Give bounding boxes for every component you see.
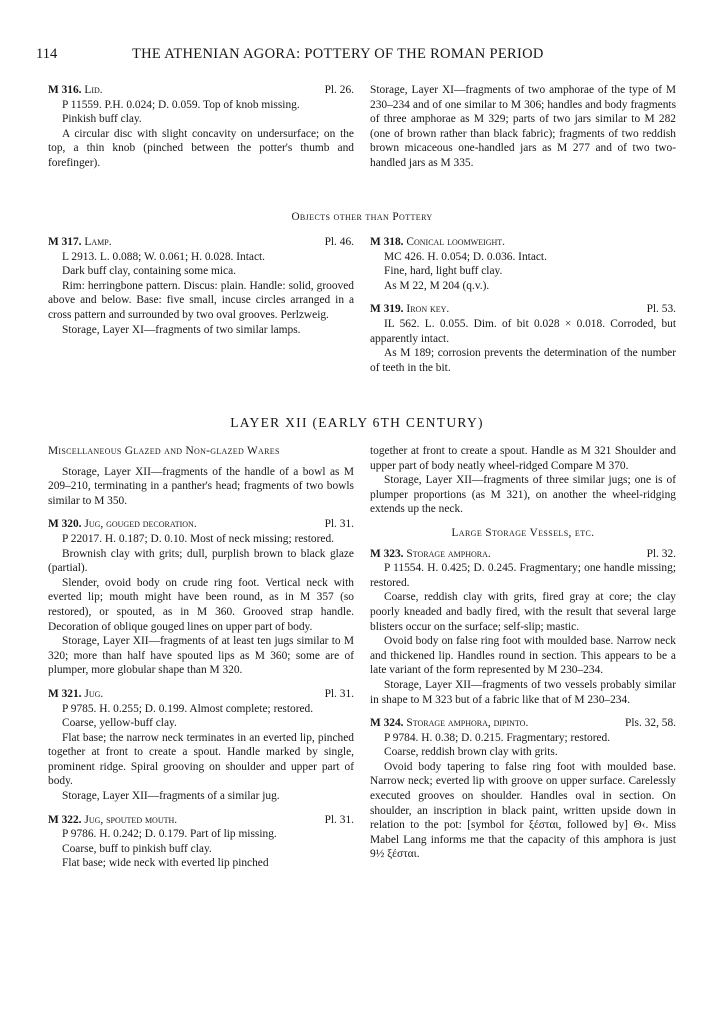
entry-heading-m319: [370, 302, 676, 317]
catalogue-description: L 2913. L. 0.088; W. 0.061; H. 0.028. Intact.: [62, 250, 266, 263]
plate-ref: Pl. 31.: [324, 687, 354, 700]
page-header: [36, 46, 674, 66]
page-number: 114: [36, 46, 58, 62]
entry-title: Iron key.: [406, 303, 450, 316]
plate-ref: Pl. 26.: [324, 84, 354, 96]
plate-ref: Pl. 53.: [646, 303, 676, 316]
catalogue-description: P 11554. H. 0.425; D. 0.245. Fragmentary; one handle missing; restored.: [370, 562, 676, 589]
section-heading-objects: Objects other than Pottery: [291, 211, 433, 223]
clay-description: Coarse, yellow-buff clay.: [62, 717, 177, 730]
plate-ref: Pl. 46.: [324, 236, 354, 248]
section-heading-large-storage: Large Storage Vessels, etc.: [451, 526, 595, 539]
entry-number: M 324.: [370, 717, 404, 730]
catalogue-description: P 9786. H. 0.242; D. 0.179. Part of lip missing.: [62, 828, 277, 841]
entry-heading-m320: [48, 517, 354, 532]
entry-title: Conical loomweight.: [406, 236, 506, 248]
shape-description-continued: together at front to create a spout. Handle as M 321 Shoulder and upper part of body neatly wheel-ridged Compare M 370.: [370, 445, 676, 472]
storage-note: Storage, Layer XII—fragments of two vessels probably similar in shape to M 323 but of a fabric like that of M 230–234.: [370, 678, 676, 706]
entry-heading-m317: [48, 235, 354, 250]
catalogue-description: P 22017. H. 0.187; D. 0.10. Most of neck missing; restored.: [62, 532, 334, 545]
storage-note: Storage, Layer XII—fragments of three similar jugs; one is of plumper proportions (as M 321), on another the wheel-ridging extends up the neck.: [370, 474, 676, 516]
running-title: THE ATHENIAN AGORA: POTTERY OF THE ROMAN PERIOD: [132, 46, 544, 62]
upper-right-column: [370, 83, 676, 171]
entry-heading-m318: [370, 235, 676, 250]
entry-title: Jug.: [84, 687, 104, 700]
catalogue-description: P 11559. P.H. 0.024; D. 0.059. Top of knob missing.: [62, 98, 300, 111]
storage-note: Storage, Layer XI—fragments of two similar lamps.: [62, 323, 301, 336]
entry-title: Jug, gouged decoration.: [84, 518, 197, 531]
comparison-note: As M 189; corrosion prevents the determination of the number of teeth in the bit.: [370, 347, 676, 374]
clay-description: Coarse, buff to pinkish buff clay.: [62, 842, 212, 855]
storage-note: Storage, Layer XI—fragments of two amphorae of the type of M 230–234 and of one similar to M 306; handles and body fragments of three amphorae as M 329; parts of two jars similar to M 282 (one of brown rather than black fabric); fragments of two reddish brown micaceous one-handled jars as M 277 and of two two-handled jars as M 335.: [370, 84, 676, 169]
storage-note: Storage, Layer XII—fragments of the handle of a bowl as M 209–210, terminating in a panther's head; fragments of two bowls similar to M 350.: [48, 465, 354, 507]
storage-note: Storage, Layer XII—fragments of a similar jug.: [62, 790, 280, 803]
entry-heading-m323: [370, 547, 676, 562]
clay-description: Coarse, reddish clay with grits, fired gray at core; the clay poorly kneaded and badly fired, with the result that several large blisters occur on the surface; self-slip; mastic.: [370, 591, 676, 633]
entry-number: M 317.: [48, 236, 82, 248]
entry-heading-m322: [48, 813, 354, 828]
catalogue-description: MC 426. H. 0.054; D. 0.036. Intact.: [384, 250, 547, 263]
shape-description: Slender, ovoid body on crude ring foot. Vertical neck with everted lip; mouth might have been round, as in M 357 (so restored), or spouted, as in M 360. Grooved strap handle. Decoration of oblique gouged lines on upper part of body.: [48, 576, 354, 633]
section-heading-misc: Miscellaneous Glazed and Non-glazed Wares: [48, 445, 280, 457]
plate-ref: Pl. 31.: [324, 813, 354, 826]
entry-title: Storage amphora.: [406, 547, 491, 560]
catalogue-description: P 9784. H. 0.38; D. 0.215. Fragmentary; restored.: [384, 731, 611, 744]
plate-ref: Pls. 32, 58.: [625, 717, 676, 730]
shape-description: A circular disc with slight concavity on undersurface; on the top, a thin knob (pinched between the potter's thumb and forefinger).: [48, 127, 354, 169]
shape-description: Rim: herringbone pattern. Discus: plain. Handle: solid, grooved above and below. Base: five small, incuse circles arranged in a cross pattern and surrounded by two oval grooves. Perlzweig.: [48, 279, 354, 321]
shape-description: Flat base; the narrow neck terminates in an everted lip, pinched together at front to create a spout. Handle marked by single, prominent ridge. Spiral grooving on shoulder and upper part of body.: [48, 731, 354, 788]
shape-description: Flat base; wide neck with everted lip pinched: [62, 857, 269, 870]
storage-note: Storage, Layer XII—fragments of at least ten jugs similar to M 320; more than half have spouted lips as M 360; some are of plumper, more globular shape than M 320.: [48, 635, 354, 677]
entry-title: Lid.: [84, 84, 103, 96]
clay-description: Fine, hard, light buff clay.: [384, 265, 503, 278]
objects-left-column: [48, 235, 354, 337]
clay-description: Brownish clay with grits; dull, purplish brown to black glaze (partial).: [48, 547, 354, 575]
entry-number: M 322.: [48, 813, 82, 826]
shape-description: Ovoid body tapering to false ring foot with moulded base. Narrow neck; everted lip with groove on upper surface. Carelessly executed grooves on shoulder. Handles oval in section. On shoulder, an inscription in black paint, written upside down in relation to the pot: [symbol for ξέσται, followed by] Θ‹. Miss Mabel Lang informs me that the capacity of this amphora is just 9½ ξέσται.: [370, 760, 676, 861]
layer-xii-right-column: [370, 444, 676, 862]
entry-number: M 318.: [370, 236, 404, 248]
entry-number: M 320.: [48, 518, 82, 531]
upper-left-column: [48, 83, 354, 171]
layer-xii-left-column: [48, 444, 354, 871]
comparison-note: As M 22, M 204 (q.v.).: [384, 279, 490, 292]
plate-ref: Pl. 31.: [324, 518, 354, 531]
entry-heading-m316: [48, 83, 354, 98]
entry-title: Jug, spouted mouth.: [84, 813, 178, 826]
entry-number: M 316.: [48, 84, 82, 96]
catalogue-description: P 9785. H. 0.255; D. 0.199. Almost complete; restored.: [62, 702, 314, 715]
entry-title: Storage amphora, dipinto.: [406, 717, 529, 730]
layer-title: LAYER XII (EARLY 6TH CENTURY): [230, 415, 484, 430]
entry-number: M 323.: [370, 547, 404, 560]
clay-description: Coarse, reddish brown clay with grits.: [384, 746, 558, 759]
shape-description: Ovoid body on false ring foot with moulded base. Narrow neck and thickened lip. Handles round in section. This appears to be a late variant of the form represented by M 230–234.: [370, 635, 676, 677]
catalogue-description: IL 562. L. 0.055. Dim. of bit 0.028 × 0.018. Corroded, but apparently intact.: [370, 317, 676, 345]
clay-description: Pinkish buff clay.: [62, 113, 142, 126]
entry-number: M 321.: [48, 687, 82, 700]
entry-title: Lamp.: [84, 236, 112, 248]
entry-heading-m321: [48, 687, 354, 702]
plate-ref: Pl. 32.: [646, 547, 676, 560]
clay-description: Dark buff clay, containing some mica.: [62, 265, 236, 278]
objects-right-column: [370, 235, 676, 375]
entry-heading-m324: [370, 716, 676, 731]
entry-number: M 319.: [370, 303, 404, 316]
